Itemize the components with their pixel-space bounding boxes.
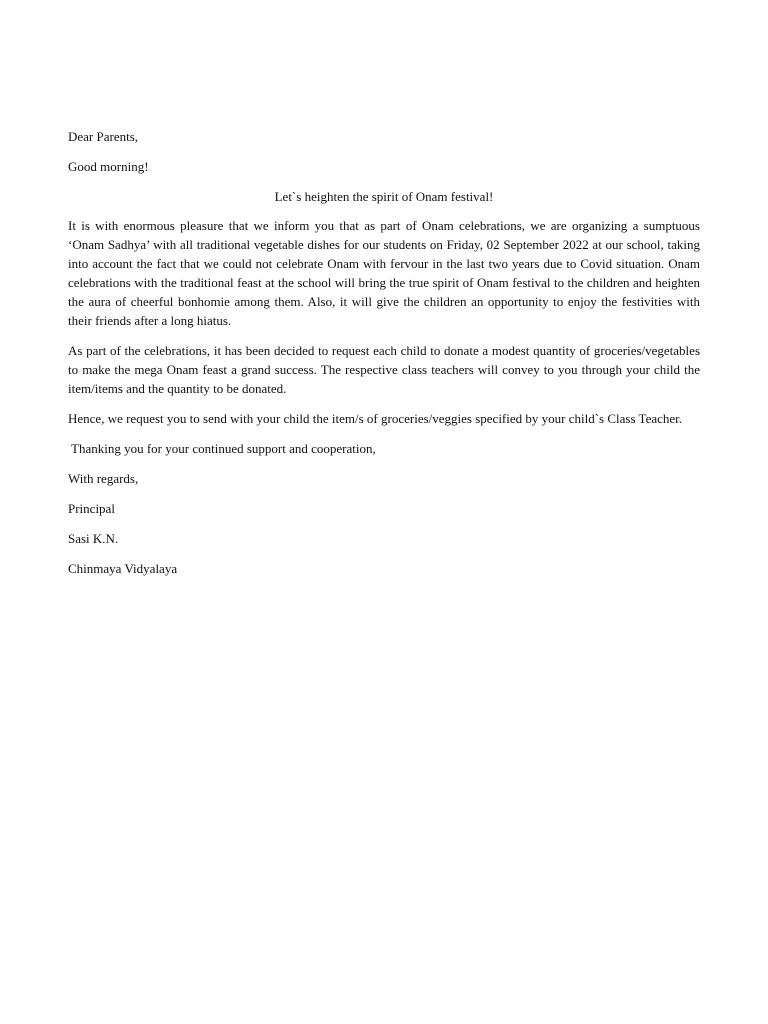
letter-heading: Let`s heighten the spirit of Onam festival! [274,189,494,204]
paragraph-instruction: Hence, we request you to send with your child the item/s of groceries/veggies specified by your child`s Class Teacher. [68,411,683,426]
letter-body [68,127,700,589]
closing: With regards, [68,471,139,486]
signatory-title: Principal [68,501,115,516]
greeting: Good morning! [68,159,149,174]
institution-name: Chinmaya Vidyalaya [68,561,178,576]
salutation: Dear Parents, [68,129,139,144]
signatory-name: Sasi K.N. [68,531,119,546]
paragraph-donation-request: As part of the celebrations, it has been decided to request each child to donate a modest quantity of groceries/vegetables to make the mega Onam feast a grand success. The respective class teachers will convey to you through your child the item/items and the quantity to be donated. [68,343,700,396]
paragraph-intro: It is with enormous pleasure that we inform you that as part of Onam celebrations, we are organizing a sumptuous ‘Onam Sadhya’ with all traditional vegetable dishes for our students on Friday, 02 September 2022 at our school, taking into account the fact that we could not celebrate Onam with fervour in the last two years due to Covid situation. Onam celebrations with the traditional feast at the school will bring the true spirit of Onam festival to the children and heighten the aura of cheerful bonhomie among them. Also, it will give the children an opportunity to enjoy the festivities with their friends after a long hiatus. [68,218,700,328]
thanks-line: Thanking you for your continued support and cooperation, [68,441,376,456]
